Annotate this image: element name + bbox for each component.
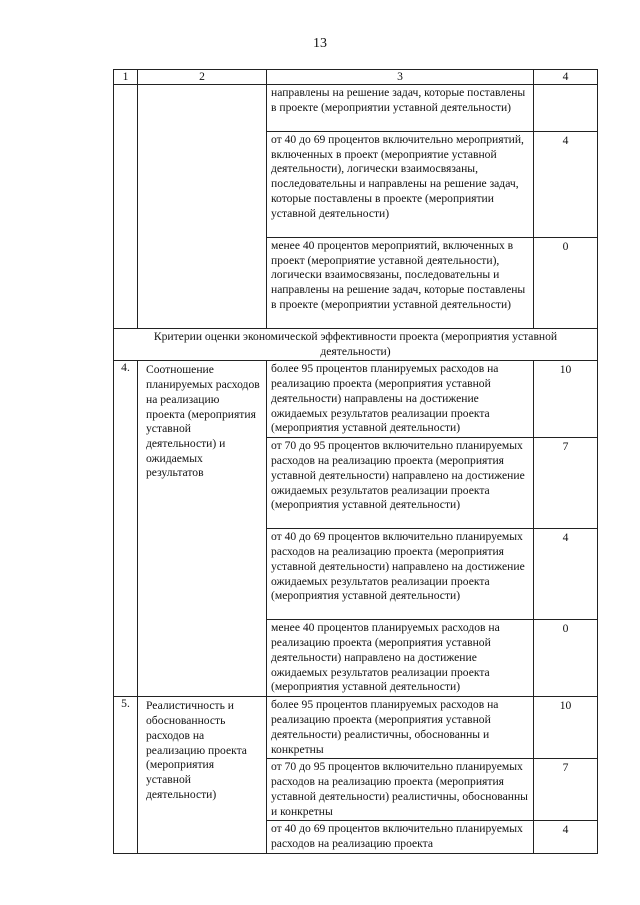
page-number: 13 xyxy=(313,36,327,51)
score-value: 10 xyxy=(534,361,598,438)
table-row xyxy=(114,85,598,132)
table-row xyxy=(114,361,598,438)
score-description: от 70 до 95 процентов включительно планируемых расходов на реализацию проекта (мероприятия уставной деятельности) реалистичны, обоснованны и конкретны xyxy=(267,759,534,821)
score-description: менее 40 процентов мероприятий, включенных в проект (мероприятие уставной деятельности), логически взаимосвязаны, последовательны и направлены на решение задач, которые поставлены в проекте (мероприятии уставной деятельности) xyxy=(267,238,534,329)
score-description: более 95 процентов планируемых расходов на реализацию проекта (мероприятия уставной деятельности) направлены на достижение ожидаемых результатов реализации проекта (мероприятия уставной деятельности) xyxy=(267,361,534,438)
score-description: от 40 до 69 процентов включительно планируемых расходов на реализацию проекта (мероприятия уставной деятельности) направлено на достижение ожидаемых результатов реализации проекта (мероприятия уставной деятельности) xyxy=(267,529,534,620)
score-value: 7 xyxy=(534,759,598,821)
score-description: менее 40 процентов планируемых расходов на реализацию проекта (мероприятия уставной деятельности) направлено на достижение ожидаемых результатов реализации проекта (мероприятия уставной деятельности) xyxy=(267,620,534,697)
header-col-4: 4 xyxy=(534,70,598,85)
criterion-number: 5. xyxy=(114,697,138,853)
criterion-number: 4. xyxy=(114,361,138,697)
score-value: 4 xyxy=(534,529,598,620)
section-title: Критерии оценки экономической эффективности проекта (мероприятия уставной деятельности) xyxy=(114,329,598,361)
row-number-cell xyxy=(114,85,138,329)
score-description: от 40 до 69 процентов включительно планируемых расходов на реализацию проекта xyxy=(267,821,534,853)
criteria-table xyxy=(113,69,598,854)
score-value: 10 xyxy=(534,697,598,759)
criterion-name: Соотношение планируемых расходов на реализацию проекта (мероприятия уставной деятельности) и ожидаемых результатов xyxy=(138,361,267,697)
score-value: 4 xyxy=(534,132,598,238)
header-col-2: 2 xyxy=(138,70,267,85)
score-value: 4 xyxy=(534,821,598,853)
score-value: 0 xyxy=(534,620,598,697)
score-value: 0 xyxy=(534,238,598,329)
criterion-name: Реалистичность и обоснованность расходов на реализацию проекта (мероприятия уставной деятельности) xyxy=(138,697,267,853)
header-row xyxy=(114,70,598,85)
score-description: от 70 до 95 процентов включительно планируемых расходов на реализацию проекта (мероприятия уставной деятельности) направлено на достижение ожидаемых результатов реализации проекта (мероприятия уставной деятельности) xyxy=(267,438,534,529)
table-row xyxy=(114,697,598,759)
header-col-3: 3 xyxy=(267,70,534,85)
criterion-name-cell xyxy=(138,85,267,329)
score-value xyxy=(534,85,598,132)
score-value: 7 xyxy=(534,438,598,529)
score-description: более 95 процентов планируемых расходов на реализацию проекта (мероприятия уставной деятельности) реалистичны, обоснованны и конкретны xyxy=(267,697,534,759)
score-description: направлены на решение задач, которые поставлены в проекте (мероприятии уставной деятельности) xyxy=(267,85,534,132)
section-row xyxy=(114,329,598,361)
score-description: от 40 до 69 процентов включительно мероприятий, включенных в проект (мероприятие уставной деятельности), логически взаимосвязаны, последовательны и направлены на решение задач, которые поставлены в проекте (мероприятии уставной деятельности) xyxy=(267,132,534,238)
header-col-1: 1 xyxy=(114,70,138,85)
